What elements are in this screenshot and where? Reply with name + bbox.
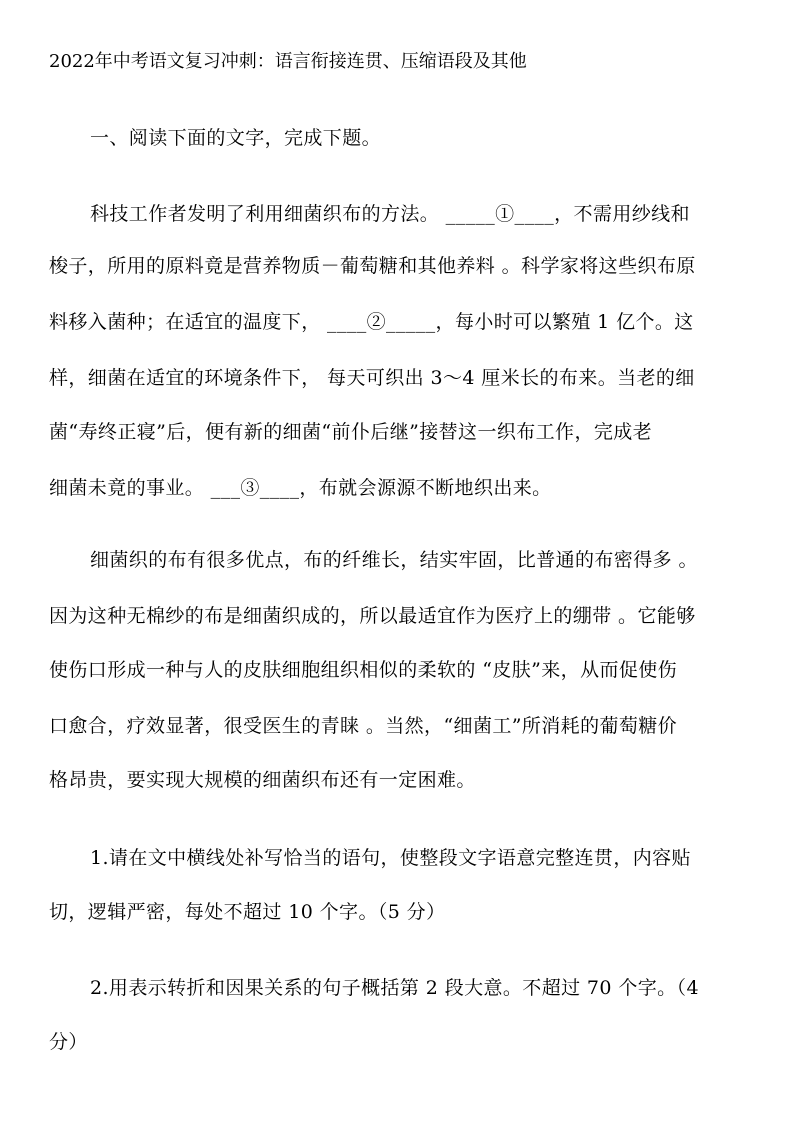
paragraph1-line-4: 样，细菌在适宜的环境条件下， 每天可织出 3～4 厘米长的布来。当老的细 — [49, 367, 695, 389]
question1-line-2: 切，逻辑严密，每处不超过 10 个字。（5 分） — [49, 901, 446, 923]
paragraph2-line-5: 格昂贵，要实现大规模的细菌织布还有一定困难。 — [49, 769, 476, 791]
paragraph1-line-5: 菌“寿终正寝”后，便有新的细菌“前仆后继”接替这一织布工作，完成老 — [49, 421, 653, 443]
document-title: 2022年中考语文复习冲刺：语言衔接连贯、压缩语段及其他 — [49, 51, 527, 72]
question2-line-1: 2.用表示转折和因果关系的句子概括第 2 段大意。不超过 70 个字。（4 — [90, 977, 699, 999]
paragraph2-line-2: 因为这种无棉纱的布是细菌织成的，所以最适宜作为医疗上的绷带 。它能够 — [49, 605, 696, 627]
paragraph1-line-2: 梭子，所用的原料竟是营养物质－葡萄糖和其他养料 。科学家将这些织布原 — [49, 255, 696, 277]
question1-line-1: 1.请在文中横线处补写恰当的语句，使整段文字语意完整连贯，内容贴 — [90, 847, 691, 869]
section-heading: 一、阅读下面的文字，完成下题。 — [90, 127, 382, 149]
paragraph1-line-1: 科技工作者发明了利用细菌织布的方法。 _____①____，不需用纱线和 — [90, 203, 690, 225]
paragraph1-line-6: 细菌未竟的事业。 ___③____，布就会源源不断地织出来。 — [49, 477, 552, 499]
paragraph1-line-3: 料移入菌种；在适宜的温度下， ____②_____，每小时可以繁殖 1 亿个。这 — [49, 311, 694, 333]
question2-line-2: 分） — [49, 1031, 88, 1053]
paragraph2-line-1: 细菌织的布有很多优点，布的纤维长，结实牢固，比普通的布密得多 。 — [90, 549, 698, 571]
paragraph2-line-4: 口愈合，疗效显著，很受医生的青睐 。当然，“细菌工”所消耗的葡萄糖价 — [49, 715, 678, 737]
paragraph2-line-3: 使伤口形成一种与人的皮肤细胞组织相似的柔软的 “皮肤”来，从而促使伤 — [49, 659, 678, 681]
